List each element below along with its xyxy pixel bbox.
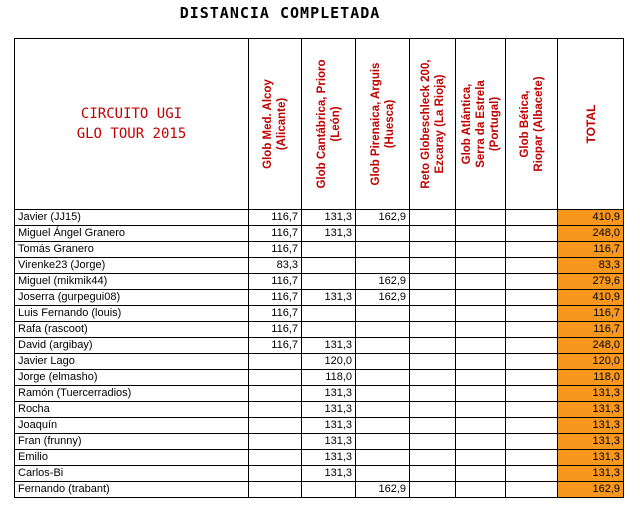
total-cell: 410,9	[558, 290, 624, 306]
participant-name: Fernando (trabant)	[15, 482, 249, 498]
distance-cell	[410, 402, 456, 418]
participant-name: Luis Fernando (louis)	[15, 306, 249, 322]
distance-cell	[356, 402, 410, 418]
table-row	[15, 322, 624, 338]
distance-cell	[506, 242, 558, 258]
distance-cell: 116,7	[249, 242, 302, 258]
total-cell: 131,3	[558, 402, 624, 418]
participant-name: Fran (frunny)	[15, 434, 249, 450]
distance-cell	[506, 370, 558, 386]
circuit-title-line2: GLO TOUR 2015	[76, 126, 187, 142]
distance-cell: 116,7	[249, 306, 302, 322]
distance-cell	[410, 242, 456, 258]
table-row	[15, 482, 624, 498]
distance-cell: 131,3	[302, 466, 356, 482]
distance-cell	[506, 290, 558, 306]
distance-cell	[410, 306, 456, 322]
distance-cell	[506, 338, 558, 354]
total-cell: 248,0	[558, 226, 624, 242]
distance-cell	[249, 354, 302, 370]
distance-cell: 131,3	[302, 226, 356, 242]
distance-cell	[356, 386, 410, 402]
participant-name: Virenke23 (Jorge)	[15, 258, 249, 274]
total-cell: 131,3	[558, 434, 624, 450]
table-row	[15, 226, 624, 242]
distance-cell: 116,7	[249, 338, 302, 354]
distance-cell	[356, 258, 410, 274]
distance-cell	[456, 242, 506, 258]
distance-cell	[410, 418, 456, 434]
distance-cell: 116,7	[249, 210, 302, 226]
total-cell: 162,9	[558, 482, 624, 498]
total-cell: 116,7	[558, 242, 624, 258]
column-header-prioro: Glob Cantábrica, Prioro (León)	[302, 39, 356, 210]
distance-cell: 131,3	[302, 290, 356, 306]
table-row	[15, 466, 624, 482]
distance-cell	[456, 418, 506, 434]
distance-cell	[456, 226, 506, 242]
participant-name: Rafa (rascoot)	[15, 322, 249, 338]
total-cell: 131,3	[558, 466, 624, 482]
distance-cell	[410, 274, 456, 290]
table-row	[15, 338, 624, 354]
distance-cell	[456, 354, 506, 370]
distance-cell	[410, 370, 456, 386]
distance-cell	[356, 322, 410, 338]
distance-cell	[356, 338, 410, 354]
distance-cell	[506, 306, 558, 322]
distance-cell: 120,0	[302, 354, 356, 370]
distance-cell: 162,9	[356, 482, 410, 498]
distance-cell	[249, 466, 302, 482]
distance-cell	[410, 434, 456, 450]
table-row	[15, 306, 624, 322]
distance-cell	[506, 354, 558, 370]
distance-cell	[410, 258, 456, 274]
participant-name: Miguel Ángel Granero	[15, 226, 249, 242]
distance-cell	[249, 386, 302, 402]
distance-cell	[506, 418, 558, 434]
distance-cell	[356, 434, 410, 450]
participant-name: Carlos-Bi	[15, 466, 249, 482]
distance-cell	[356, 370, 410, 386]
distance-cell	[302, 242, 356, 258]
distance-cell	[456, 434, 506, 450]
distance-cell	[410, 226, 456, 242]
total-cell: 116,7	[558, 322, 624, 338]
column-header-alcoy: Glob Med. Alcoy (Alicante)	[249, 39, 302, 210]
distance-cell	[356, 226, 410, 242]
table-row	[15, 274, 624, 290]
distance-cell	[356, 242, 410, 258]
distance-cell	[249, 482, 302, 498]
distance-cell	[410, 338, 456, 354]
total-cell: 410,9	[558, 210, 624, 226]
table-row	[15, 370, 624, 386]
distance-cell: 118,0	[302, 370, 356, 386]
table-row	[15, 418, 624, 434]
participant-name: Joserra (gurpegui08)	[15, 290, 249, 306]
distance-cell	[410, 354, 456, 370]
distance-cell	[356, 466, 410, 482]
distance-cell	[356, 450, 410, 466]
total-cell: 131,3	[558, 450, 624, 466]
total-cell: 83,3	[558, 258, 624, 274]
distance-cell	[356, 354, 410, 370]
distance-cell	[249, 434, 302, 450]
distance-cell	[506, 482, 558, 498]
participant-name: Miguel (mikmik44)	[15, 274, 249, 290]
distance-cell: 116,7	[249, 274, 302, 290]
column-header-arguis: Glob Pirenaica, Arguis (Huesca)	[356, 39, 410, 210]
distance-cell	[456, 386, 506, 402]
distance-cell	[302, 274, 356, 290]
distance-cell	[456, 306, 506, 322]
table-row	[15, 386, 624, 402]
distance-cell: 116,7	[249, 322, 302, 338]
distance-cell	[456, 450, 506, 466]
column-header-riopar: Glob Bética, Riopar (Albacete)	[506, 39, 558, 210]
participant-name: Rocha	[15, 402, 249, 418]
participant-name: Jorge (elmasho)	[15, 370, 249, 386]
distance-cell	[410, 322, 456, 338]
distance-cell	[356, 418, 410, 434]
distance-cell	[506, 386, 558, 402]
table-row	[15, 450, 624, 466]
distance-cell	[410, 386, 456, 402]
total-cell: 279,6	[558, 274, 624, 290]
distance-cell: 162,9	[356, 210, 410, 226]
total-cell: 116,7	[558, 306, 624, 322]
distance-cell	[506, 274, 558, 290]
circuit-title-cell	[15, 39, 249, 210]
distance-cell	[456, 466, 506, 482]
participant-name: Joaquín	[15, 418, 249, 434]
distance-cell	[356, 306, 410, 322]
distance-cell	[456, 482, 506, 498]
distance-cell	[302, 322, 356, 338]
distance-cell: 131,3	[302, 210, 356, 226]
header-row	[15, 39, 624, 210]
distance-cell: 116,7	[249, 290, 302, 306]
distance-cell	[456, 274, 506, 290]
distance-cell	[456, 290, 506, 306]
distance-cell	[506, 434, 558, 450]
distance-cell: 83,3	[249, 258, 302, 274]
distance-cell	[249, 418, 302, 434]
distance-cell	[456, 402, 506, 418]
distance-cell	[410, 482, 456, 498]
column-header-total: TOTAL	[558, 39, 624, 210]
distance-cell	[506, 466, 558, 482]
participant-name: David (argibay)	[15, 338, 249, 354]
distance-cell	[506, 258, 558, 274]
distance-cell: 131,3	[302, 338, 356, 354]
participant-name: Javier (JJ15)	[15, 210, 249, 226]
distance-cell	[506, 210, 558, 226]
distance-cell	[506, 226, 558, 242]
distance-cell: 131,3	[302, 386, 356, 402]
distance-cell	[410, 290, 456, 306]
results-table	[14, 38, 624, 498]
table-row	[15, 210, 624, 226]
distance-cell: 131,3	[302, 450, 356, 466]
total-cell: 248,0	[558, 338, 624, 354]
distance-cell	[506, 322, 558, 338]
distance-cell	[410, 210, 456, 226]
distance-cell	[302, 258, 356, 274]
table-row	[15, 402, 624, 418]
total-cell: 131,3	[558, 418, 624, 434]
circuit-title-line1: CIRCUITO UGI	[80, 106, 183, 122]
total-cell: 131,3	[558, 386, 624, 402]
distance-cell	[410, 466, 456, 482]
distance-cell	[249, 370, 302, 386]
table-row	[15, 290, 624, 306]
distance-cell: 162,9	[356, 274, 410, 290]
distance-cell	[456, 370, 506, 386]
distance-cell	[506, 402, 558, 418]
participant-name: Emilio	[15, 450, 249, 466]
distance-cell: 116,7	[249, 226, 302, 242]
distance-cell	[456, 258, 506, 274]
distance-cell	[506, 450, 558, 466]
distance-cell	[302, 306, 356, 322]
participant-name: Tomás Granero	[15, 242, 249, 258]
distance-cell	[249, 402, 302, 418]
distance-cell	[456, 210, 506, 226]
page-title: DISTANCIA COMPLETADA	[179, 4, 381, 22]
distance-cell: 131,3	[302, 418, 356, 434]
participant-name: Ramón (Tuercerradios)	[15, 386, 249, 402]
table-row	[15, 258, 624, 274]
distance-cell	[302, 482, 356, 498]
distance-cell: 162,9	[356, 290, 410, 306]
column-header-estrela: Glob Atlántica, Serra da Estrela (Portugal)	[456, 39, 506, 210]
distance-cell: 131,3	[302, 434, 356, 450]
distance-cell	[249, 450, 302, 466]
distance-cell	[456, 322, 506, 338]
table-row	[15, 242, 624, 258]
participant-name: Javier Lago	[15, 354, 249, 370]
column-header-ezcaray: Reto Globeschleck 200, Ezcaray (La Rioja)	[410, 39, 456, 210]
table-row	[15, 354, 624, 370]
total-cell: 118,0	[558, 370, 624, 386]
table-row	[15, 434, 624, 450]
distance-cell: 131,3	[302, 402, 356, 418]
total-cell: 120,0	[558, 354, 624, 370]
distance-cell	[456, 338, 506, 354]
distance-cell	[410, 450, 456, 466]
